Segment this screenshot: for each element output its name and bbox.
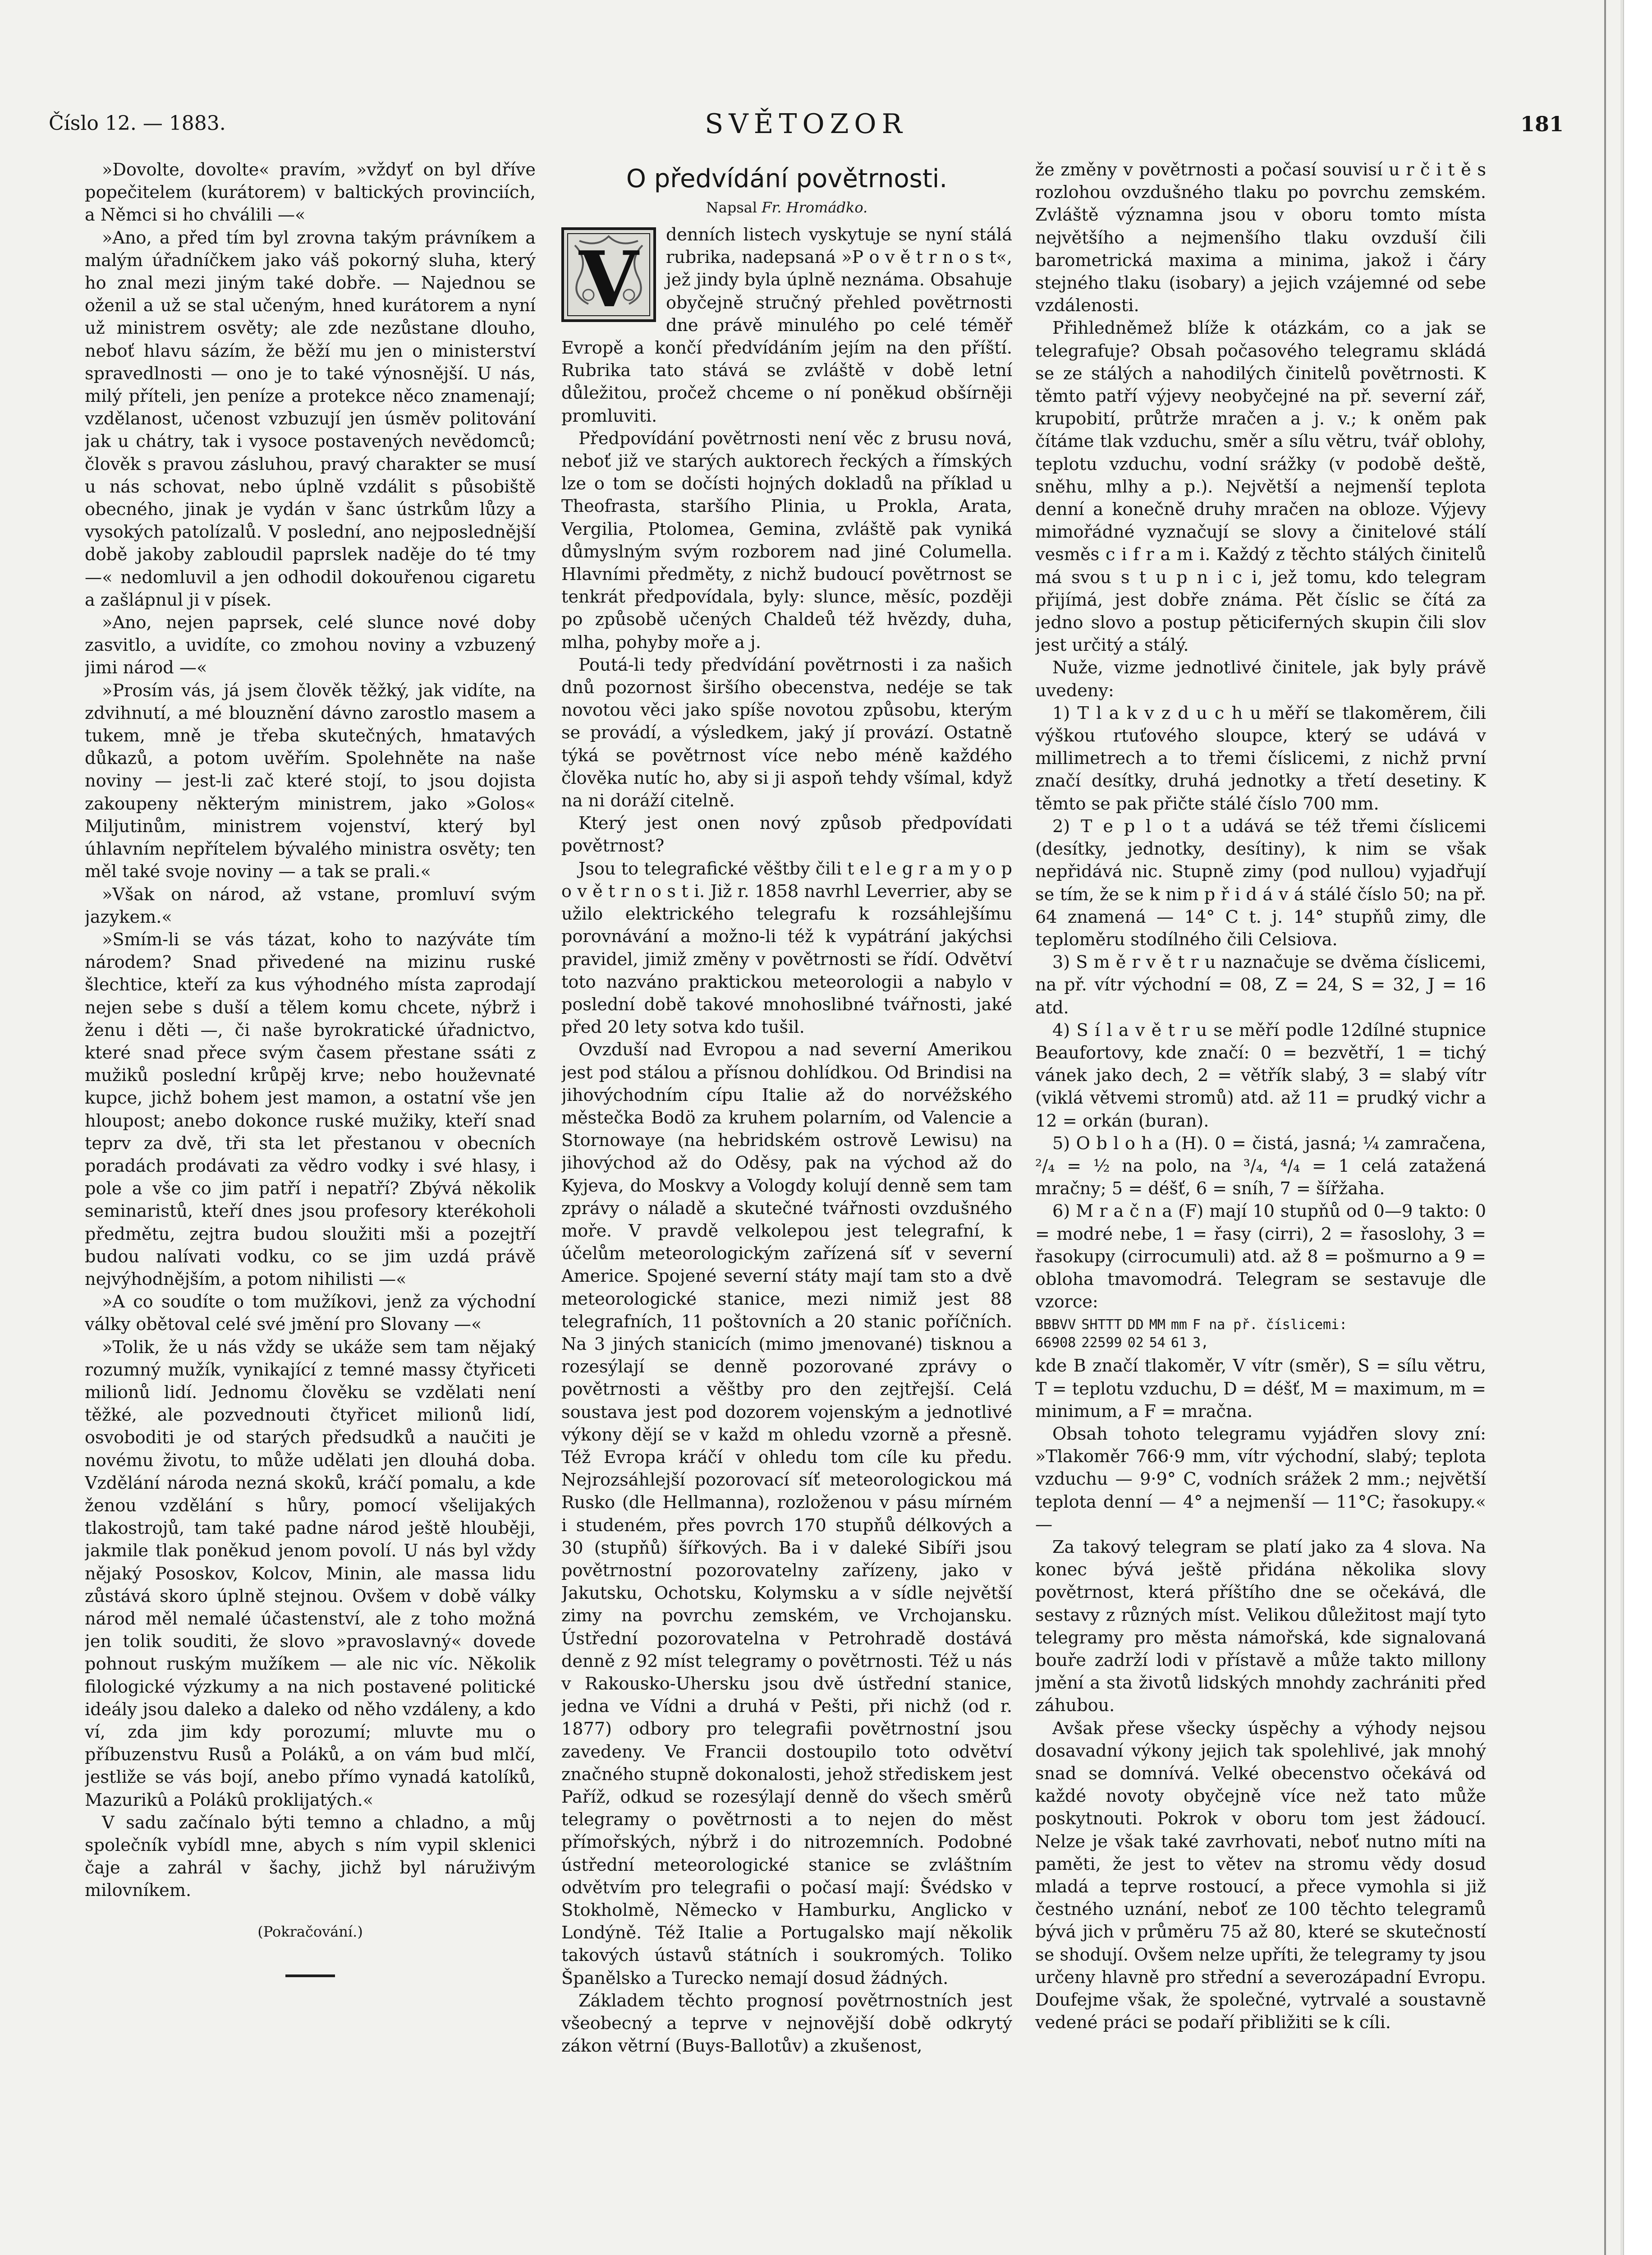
formula-cell: MM xyxy=(1149,1317,1166,1333)
paragraph: Za takový telegram se platí jako za 4 slova. Na konec bývá ještě přidána několika slovy povětrnost, která příštího dne se očekává, dle sestavy z různých míst. Velikou důležitost mají tyto telegramy pro města námořská, kde signalovaná bouře zadrží lodi v přístavě a může takto millony jmění a sta životů lidských mnohdy zachrániti před záhubou. xyxy=(1035,1537,1486,1716)
paragraph: že změny v povětrnosti a počasí souvisí u r č i t ě s rozlohou ovzdušného tlaku po povrchu zemském. Zvláště významna jsou v oboru tomto místa největšího a nejmenšího tlaku ovzduší čili barometrická maxima a minima, jakož i čáry stejného tlaku (isobary) a jejich vzájemné od sebe vzdálenosti. xyxy=(1035,160,1486,316)
formula-cell: 02 xyxy=(1127,1335,1144,1351)
formula-cell: 61 xyxy=(1170,1335,1187,1351)
section-divider xyxy=(285,1974,335,1977)
formula-cell: 3, xyxy=(1193,1335,1209,1351)
paragraph: Poutá-li tedy předvídání povětrnosti i za našich dnů pozornost širšího obecenstva, nedéje se tak novotou věci jako spíše novotou způsobu, kterým se provádí, a výsledkem, jaký jí provází. Ostatně týká se povětrnost více nebo méně každého člověka nutíc ho, aby si ji aspoň tehdy všímal, když na ni doráží citelně. xyxy=(561,655,1012,811)
paragraph: 1) T l a k v z d u c h u měří se tlakoměrem, čili výškou rtuťového sloupce, který se udává v millimetrech a to třemi číslicemi, z nichž první značí desítky, druhá jednotky a třetí desetiny. K těmto se pak přičte stálé číslo 700 mm. xyxy=(1035,703,1486,814)
paragraph: Nuže, vizme jednotlivé činitele, jak byly právě uvedeny: xyxy=(1035,658,1486,701)
paragraph: 6) M r a č n a (F) mají 10 stupňů od 0—9 takto: 0 = modré nebe, 1 = řasy (cirri), 2 = řasoslohy, 3 = řasokupy (cirrocumuli) atd. až 8 = pošmurno a 9 = obloha tmavomodrá. Telegram se sestavuje dle vzorce: xyxy=(1035,1201,1486,1312)
telegram-formula xyxy=(1035,1316,1486,1352)
article-title: O předvídání povětrnosti. xyxy=(626,164,948,193)
paragraph: Obsah tohoto telegramu vyjádřen slovy zní: »Tlakoměr 766·9 mm, vítr východní, slabý; teplota vzduchu — 9·9° C, vodních srážek 2 mm.; největší teplota denní — 4° a nejmenší — 11°C; řasokupy.« — xyxy=(1035,1424,1486,1535)
formula-cell: SHTTT xyxy=(1081,1317,1122,1333)
paragraph: »Smím-li se vás tázat, koho to nazýváte tím národem? Snad přivedené na mizinu ruské šlechtice, kteří za kus výhodného místa zaprodají nejen sebe s duší a tělem komu chcete, nýbrž i ženu i děti —, či naše byrokratické úřadnictvo, které snad přece svým časem přestane ssáti z mužiků poslední krůpěj krve; nebo houževnaté kupce, jichž bohem jest mamon, a ostatní vše jen hloupost; anebo dokonce ruské mužiky, kteří snad teprv za dvě, tři sta let přestanou v obecních poradách prodávati za vědro vodky i své hlasy, i pole a vše co jim patří i nepatří? Zbývá několik seminaristů, kteří dnes jsou profesory kterékoholi předmětu, zejtra budou sloužiti mši a pozejtří budou nalívati vodku, co se jim uzdá právě nejvýhodnějším, a potom nihilisti —« xyxy=(85,930,536,1289)
paragraph: »Ano, nejen paprsek, celé slunce nové doby zasvitlo, a uvidíte, co zmohou noviny a vzbuzený jimi národ —« xyxy=(85,613,536,678)
paragraph: Ovzduší nad Evropou a nad severní Amerikou jest pod stálou a přísnou dohlídkou. Od Brindisi na jihovýchodním cípu Italie až do norvéžského městečka Bodö za kruhem polarním, od Valencie a Stornowaye (na hebridském ostrově Lewisu) na jihovýchod až do Oděsy, pak na východ až do Kyjeva, do Moskvy a Vologdy kolují denně sem tam zprávy o náladě a skutečné tvářnosti ovzdušného moře. V pravdě velkolepou jest telegrafní, k účelům meteorologickým zařízená síť v severní Americe. Spojené severní státy mají tam sto a dvě meteorologické stanice, mezi nimiž jest 88 telegrafních, 11 poštovních a 20 stanic poříčních. Na 3 jiných stanicích (mimo jmenované) tisknou a rozesýlají se denně pozorované zprávy o povětrnosti a věštby pro den zejtřejší. Celá soustava jest pod dozorem vojenským a jednotlivé výkony dějí se v každ m ohledu vzorně a přesně. Též Evropa kráčí v ohledu tom cíle ku předu. Nejrozsáhlejší pozorovací síť meteorologickou má Rusko (dle Hellmanna), rozloženou v pásu mírném i studeném, přes povrch 170 stupňů délkových a 30 (stupňů) šířkových. Ba i v daleké Sibíři jsou povětrnostní pozorovatelny zařízeny, jako v Jakutsku, Ochotsku, Kolymsku a v sídle největší zimy na povrchu zemském, ve Vrchojansku. Ústřední pozorovatelna v Petrohradě dostává denně z 92 míst telegramy o povětrnosti. Též u nás v Rakousko-Uhersku jsou dvě ústřední stanice, jedna ve Vídni a druhá v Pešti, při nichž (od r. 1877) odbory pro telegrafii povětrnostní jsou zavedeny. Ve Francii dostoupilo toto odvětví značného stupně dokonalosti, jehož střediskem jest Paříž, odkud se rozesýlají denně do všech směrů telegramy o povětrnosti a to nejen do měst přímořských, nýbrž i do nitrozemních. Podobné ústřední meteorologické stanice se zvláštním odvětvím pro telegrafii o počasí mají: Švédsko v Stokholmě, Německo v Hamburku, Anglicko v Londýně. Též Italie a Portugalsko mají několik takových ústavů státních i soukromých. Toliko Španělsko a Turecko nemají dosud žádných. xyxy=(561,1040,1012,1988)
paragraph: 5) O b l o h a (H). 0 = čistá, jasná; ¼ zamračena, ²/₄ = ½ na polo, na ³/₄, ⁴/₄ = 1 celá zatažená mračny; 5 = déšť, 6 = sníh, 7 = šířžaha. xyxy=(1035,1133,1486,1199)
formula-cell: F na př. číslicemi: xyxy=(1193,1317,1348,1333)
paragraph: »Dovolte, dovolte« pravím, »vždyť on byl dříve popečitelem (kurátorem) v baltických provinciích, a Němci si ho chválili —« xyxy=(85,160,536,226)
column-3 xyxy=(1035,159,1486,2125)
paragraph: denních listech vyskytuje se nyní stálá rubrika, nadepsaná »P o v ě t r n o s t«, jež jindy byla úplně neznáma. Obsahuje obyčejně stručný přehled povětrnosti dne právě minulého po celé téměř Evropě a končí předvídáním jejím na den příští. Rubrika tato stává se zvláště v době letní důležitou, pročež chceme o ní poněkud obšírněji promluviti. xyxy=(561,225,1012,426)
formula-cell: DD xyxy=(1127,1317,1144,1333)
paragraph: »A co soudíte o tom mužíkovi, jenž za východní války obětoval celé své jmění pro Slovany —« xyxy=(85,1292,536,1335)
paragraph: Avšak přese všecky úspěchy a výhody nejsou dosavadní výkony jejich tak spolehlivé, jak mnohý snad se domnívá. Velké obecenstvo očekává od každé novoty obyčejně více než tato může poskytnouti. Pokrok v oboru tom jest žádoucí. Nelze je však také zavrhovati, neboť nutno míti na paměti, že jest to větev na stromu vědy dosud mladá a teprve rostoucí, a přece vymohla si již čestného uznání, neboť ze 100 těchto telegramů bývá jich v průměru 75 až 80, které se skutečností se shodují. Ovšem nelze upříti, že telegramy ty jsou určeny hlavně pro střední a severozápadní Evropu. Doufejme však, že společné, vytrvalé a soustavně vedené práci se podaří přibližiti se k cíli. xyxy=(1035,1718,1486,2033)
byline-author: Fr. Hromádko. xyxy=(762,199,868,216)
ornamental-initial-v-icon xyxy=(561,227,656,322)
paragraph: V sadu začínalo býti temno a chladno, a můj společník vybídl mne, abych s ním vypil sklenici čaje a zahrál v šachy, jichž byl náruživým milovníkem. xyxy=(85,1813,536,1901)
byline-prefix: Napsal xyxy=(706,199,757,216)
scan-margin xyxy=(1623,0,1652,2255)
paragraph: 3) S m ě r v ě t r u naznačuje se dvěma číslicemi, na př. vítr východní = 08, Z = 24, S = 32, J = 16 atd. xyxy=(1035,953,1486,1018)
paragraph: »Však on národ, až vstane, promluví svým jazykem.« xyxy=(85,884,536,927)
scan-frame-edge xyxy=(1604,0,1606,2255)
masthead-title: SVĚTOZOR xyxy=(705,108,908,140)
issue-number: Číslo 12. — 1883. xyxy=(49,112,226,135)
continued-note: (Pokračování.) xyxy=(257,1923,363,1940)
paragraph: »Prosím vás, já jsem člověk těžký, jak vidíte, na zdvihnutí, a mé blouznění dávno zarostlo masem a tukem, mně je třeba skutečných, hmatavých důkazů, a potom uvěřím. Spolehněte na naše noviny — jest-li zač které stojí, to jsou dojista zakoupeny některým ministrem, jako »Golos« Miljutinům, ministrem vojenství, který byl úhlavním nepřítelem bývalého ministra osvěty; ten měl také svoje noviny — a tak se prali.« xyxy=(85,681,536,882)
column-2 xyxy=(561,159,1012,2125)
formula-cell: 22599 xyxy=(1081,1335,1122,1351)
initial-letter: V xyxy=(579,235,638,322)
formula-cell: 54 xyxy=(1149,1335,1166,1351)
paragraph: Jsou to telegrafické věštby čili t e l e g r a m y o p o v ě t r n o s t i. Již r. 1858 navrhl Leverrier, aby se užilo elektrického telegrafu k rozsáhlejšímu porovnávání a možno-li též k vypátrání jakýchsi pravidel, jimiž změny v povětrnosti se řídí. Odvětví toto nazváno praktickou meteorologii a nabylo v poslední době takové mnohoslibné tvářnosti, jaké před 20 lety sotva kdo tušil. xyxy=(561,859,1012,1038)
formula-cell: BBBVV xyxy=(1035,1317,1076,1333)
paragraph: kde B značí tlakoměr, V vítr (směr), S = sílu větru, T = teplotu vzduchu, D = déšť, M = maximum, m = minimum, a F = mračna. xyxy=(1035,1356,1486,1422)
column-1 xyxy=(85,159,536,2125)
byline xyxy=(561,198,1012,217)
paragraph: »Ano, a před tím byl zrovna takým právníkem a malým úřadníčkem jako váš pokorný sluha, který ho znal mezi jiným také dobře. — Najednou se oženil a už se stal učeným, hned kurátorem a nyní už ministrem osvěty; ale zde nezůstane dlouho, neboť hlavu sázím, že běží mu jen o ministerství spravedlnosti — ono je to také výnosnější. U nás, milý příteli, jen peníze a protekce něco znamenají; vzdělanost, učenost vzbuzují jen úsměv politování jak u chátry, tak i vysoce postavených nevědomců; člověk s pravou zásluhou, pravý charakter se musí u nás schovat, nebo úplně vzdálit s působiště obecného, jinak je vydán v šanc ústrkům lůzy a vysokých patolízalů. V poslední, ano nejposlednější době jakoby zabloudil paprslek naděje do té tmy —« nedomluvil a jen odhodil dokouřenou cigaretu a zašlápnul ji v písek. xyxy=(85,228,536,610)
formula-cell: mm xyxy=(1170,1317,1187,1333)
ornamental-initial-v-icon xyxy=(561,227,656,322)
page-header xyxy=(49,108,1564,149)
formula-value-row xyxy=(1035,1334,1486,1352)
page-number: 181 xyxy=(1520,112,1564,136)
paragraph: Předpovídání povětrnosti není věc z brusu nová, neboť již ve starých auktorech řeckých a římských lze o tom se dočísti hojných dokladů na příklad u Theofrasta, staršího Plinia, u Prokla, Arata, Vergilia, Ptolomea, Gemina, zvláště pak vyniká důmyslným svým rozborem nad jiné Columella. Hlavními předměty, z nichž budoucí povětrnost se tenkrát předpovídala, byly: slunce, měsíc, později po způsobě učených Chaldeů též hvězdy, duha, mlha, pohyby moře a j. xyxy=(561,428,1012,653)
formula-header-row xyxy=(1035,1316,1486,1334)
paragraph: 4) S í l a v ě t r u se měří podle 12dílné stupnice Beaufortovy, kde značí: 0 = bezvětří, 1 = tichý vánek jako dech, 2 = větřík slabý, 3 = slabý vítr (viklá větvemi stromů) atd. až 11 = prudký vichr a 12 = orkán (buran). xyxy=(1035,1020,1486,1131)
paragraph: Základem těchto prognosí povětrnostních jest všeobecný a teprve v nejnovější době odkrytý zákon větrní (Buys-Ballotův) a zkušenost, xyxy=(561,1991,1012,2057)
paragraph: 2) T e p l o t a udává se též třemi číslicemi (desítky, jednotky, desítiny), k nim se však nepřidává nic. Stupně zimy (pod nullou) vyjadřují se tím, že se k nim p ř i d á v á stálé číslo 50; na př. 64 znamená — 14° C t. j. 14° stupňů zimy, dle teploměru stodílného čili Celsiova. xyxy=(1035,816,1486,950)
paragraph: »Tolik, že u nás vždy se ukáže sem tam nějaký rozumný mužík, vynikající z temné massy čtyřiceti milionů lidí. Jednomu člověku se vzdělati není těžké, ale pozvednouti čtyřicet milionů lidí, osvoboditi je od starých předsudků a naučiti je novému životu, to může udělati jen dlouhá doba. Vzdělání národa nezná skoků, kráčí pomalu, a kde ženou vzdělání s hůry, pomocí všelijakých tlakostrojů, tam také padne národ ještě hlouběji, jakmile tlak poněkud jenom povolí. U nás byl vždy nějaký Pososkov, Kolcov, Minin, ale massa lidu zůstává skoro úplně stejnou. Ovšem v době války národ měl nemalé účastenství, ale z toho možná jen tolik souditi, že slovo »pravoslavný« dovede pohnout ruským mužíkem — ale nic víc. Několik filologické výzkumy a na nich postavené politické ideály jsou daleko a daleko od něho vzdáleny, a kdo ví, zda jim kdy porozumí; mluvte mu o příbuzenstvu Rusů a Poláků, a on vám bud mlčí, jestliže se vás bojí, anebo přímo vynadá katolíků, Mazurikû a Polákû proklijatých.« xyxy=(85,1337,536,1810)
paragraph: Přihledněmež blíže k otázkám, co a jak se telegrafuje? Obsah počasového telegramu skládá se ze stálých a nahodilých činitelů povětrnosti. K těmto patří výjevy neobyčejné na př. severní zář, krupobití, průtrže mračen a j. v.; k oněm pak čítáme tlak vzduchu, směr a sílu větru, tvář oblohy, teplotu vzduchu, vodní srážky (v podobě deště, sněhu, mlhy a p.). Největší a nejmenší teplota denní a konečně druhy mračen na obloze. Výjevy mimořádné vyznačují se slovy a činitelové stálí vesměs c i f r a m i. Každý z těchto stálých činitelů má svou s t u p n i c i, jež tomu, kdo telegram přijímá, jest dobře známa. Pět číslic se čítá za jedno slovo a postup pěticiferných skupin čili slov jest určitý a stálý. xyxy=(1035,318,1486,656)
paragraph: Který jest onen nový způsob předpovídati povětrnost? xyxy=(561,814,1012,856)
formula-cell: 66908 xyxy=(1035,1335,1076,1351)
